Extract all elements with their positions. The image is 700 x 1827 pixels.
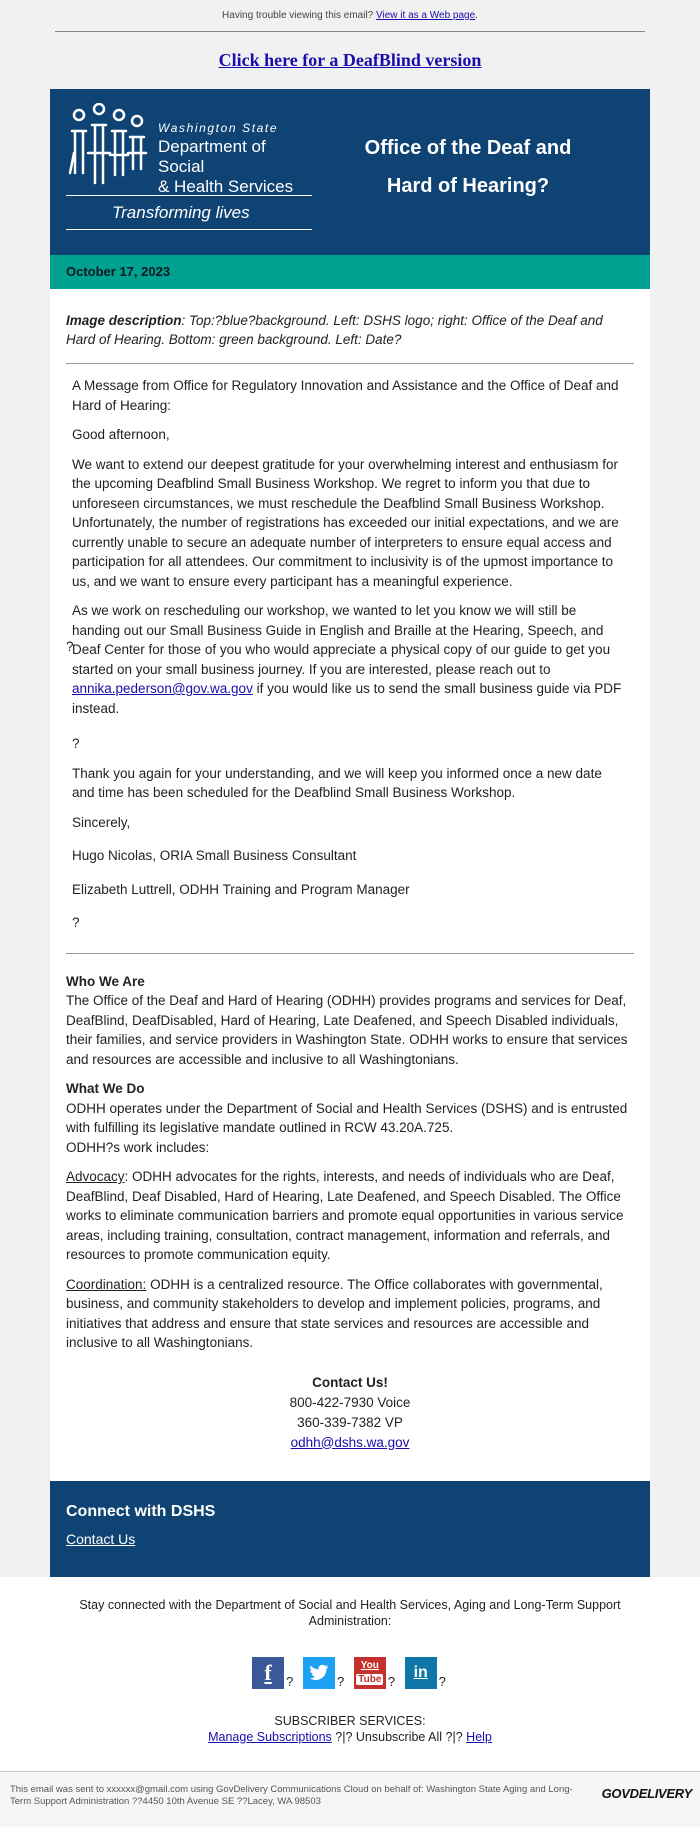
connect-title: Connect with DSHS — [66, 1502, 216, 1520]
message-paragraph — [66, 601, 628, 718]
contact-us-link[interactable]: Contact Us — [66, 1530, 136, 1547]
who-we-are-text: The Office of the Deaf and Hard of Hearing (ODHH) provides programs and services for Deaf, DeafBlind, DeafDisabled, Hard of Hearing, Late Deafened, and Speech Disabled individuals, their families, and service providers in Washington State. ODHH works to ensure that services and resources are accessible and inclusive to all Washingtonians. — [66, 993, 628, 1067]
what-we-do-text-2: ODHH?s work includes: — [66, 1139, 210, 1155]
link-separator: ?|? — [331, 1729, 356, 1744]
email-card — [50, 89, 650, 1577]
footer — [0, 1577, 700, 1827]
logo-state-text: Washington State — [158, 121, 279, 135]
contact-section — [50, 1373, 650, 1481]
logo-dept-line2: & Health Services — [158, 177, 294, 196]
logo-rule-top — [66, 195, 312, 196]
social-separator: ? — [387, 1673, 396, 1689]
social-separator: ? — [336, 1673, 345, 1689]
signer-hugo: Hugo Nicolas, ORIA Small Business Consultant — [72, 848, 357, 863]
message-text: if you would like us to send the small business guide via PDF instead. — [72, 681, 622, 716]
logo-rule-bottom — [66, 229, 312, 230]
advocacy-paragraph — [66, 1167, 634, 1265]
link-separator: ?|? — [442, 1729, 467, 1744]
logo-dept-text — [158, 137, 316, 197]
message-paragraph: We want to extend our deepest gratitude for your overwhelming interest and enthusiasm for the upcoming Deafblind Small Business Workshop. We regret to inform you that due to unforeseen circumstances, we must reschedule the Deafblind Small Business Workshop. Unfortunately, the number of registrations has exceeded our initial expectations, and we are currently unable to secure an adequate number of interpreters to ensure equal access and participation for all attendees. Our commitment to inclusivity is of the upmost importance to us, and we want to ensure every participant has a meaningful experience. — [72, 456, 619, 589]
signer-elizabeth: Elizabeth Luttrell, ODHH Training and Program Manager — [72, 881, 410, 897]
blank-line: ? — [72, 736, 80, 751]
message-paragraph: Thank you again for your understanding, and we will keep you informed once a new date and time has been scheduled for the Deafblind Small Business Workshop. — [72, 765, 602, 800]
advocacy-label: Advocacy — [66, 1169, 125, 1184]
social-separator: ? — [438, 1673, 446, 1689]
coordination-text: ODHH is a centralized resource. The Office collaborates with governmental, business, and community stakeholders to develop and implement policies, programs, and initiatives that address and ensure that state services and resources are accessible and inclusive to all Washingtonians. — [66, 1276, 603, 1350]
manage-subscriptions-link[interactable]: Manage Subscriptions — [208, 1729, 332, 1744]
subscriber-services — [0, 1689, 700, 1771]
coordination-paragraph — [66, 1275, 634, 1353]
message-text: As we work on rescheduling our workshop, we wanted to let you know we will still be handing out our Small Business Guide in English and Braille at the Hearing, Speech, and Deaf Center for those of you who would appreciate a physical copy of our guide to get you started on your small business journey. If you are interested, please reach out to — [72, 603, 611, 677]
stray-mark: ? — [66, 639, 74, 654]
header-banner — [50, 89, 650, 255]
linkedin-icon[interactable]: in — [405, 1657, 437, 1689]
govdelivery-logo[interactable]: GOVDELIVERY — [601, 1785, 692, 1801]
contact-heading: Contact Us! — [312, 1374, 388, 1390]
facebook-icon[interactable]: f — [252, 1657, 284, 1689]
social-icons — [0, 1629, 700, 1689]
preheader-text: Having trouble viewing this email? — [222, 10, 374, 21]
legal-text: This email was sent to xxxxxx@gmail.com using GovDelivery Communications Cloud on behalf of: Washington State Aging and Long-Term Support Administration ??4450 10th Avenue SE ??Lacey, WA 98503 — [10, 1783, 573, 1807]
legal-footer — [0, 1771, 700, 1827]
view-web-page-link[interactable]: View it as a Web page — [376, 10, 476, 21]
subscriber-links — [0, 1729, 700, 1745]
contact-voice: 800-422-7930 Voice — [289, 1394, 411, 1410]
logo-tagline: Transforming lives — [112, 203, 250, 222]
deafblind-version-link[interactable]: Click here for a DeafBlind version — [218, 50, 482, 70]
message-greeting: Good afternoon, — [72, 427, 170, 442]
contact-vp: 360-339-7382 VP — [297, 1414, 403, 1430]
unsubscribe-all-text[interactable]: Unsubscribe All — [355, 1729, 443, 1744]
subscriber-label: SUBSCRIBER SERVICES: — [274, 1713, 426, 1728]
image-description-label: Image description — [66, 313, 182, 328]
social-separator: ? — [286, 1673, 294, 1689]
what-we-do-text-1: ODHH operates under the Department of Social and Health Services (DSHS) and is entrusted with fulfilling its legislative mandate outlined in RCW 43.20A.725. — [66, 1100, 628, 1135]
advocacy-text: : ODHH advocates for the rights, interests, and needs of individuals who are Deaf, DeafBlind, Deaf Disabled, Hard of Hearing, Late Deafened, and Speech Disabled. The Office works to eliminate communication barriers and promote equal opportunities in various service areas, including training, consultation, contract management, information and referrals, and resources to promote communication equity. — [66, 1169, 624, 1262]
blank-line: ? — [72, 915, 80, 930]
what-we-do-text — [66, 1099, 634, 1158]
about-section — [50, 954, 650, 1373]
youtube-icon[interactable]: You Tube — [354, 1657, 386, 1689]
preheader: Having trouble viewing this email? View it as a Web page. — [222, 10, 478, 21]
help-link[interactable]: Help — [466, 1729, 492, 1744]
coordination-label: Coordination: — [66, 1276, 147, 1292]
header-title-line2: Hard of Hearing? — [386, 175, 550, 197]
message-body — [50, 364, 650, 953]
dshs-figures-icon — [66, 103, 152, 193]
twitter-bird-icon — [309, 1664, 329, 1682]
what-we-do-heading: What We Do — [66, 1081, 145, 1096]
message-closing: Sincerely, — [72, 814, 131, 830]
header-title — [350, 129, 586, 205]
twitter-icon[interactable] — [303, 1657, 335, 1689]
email-link-annika[interactable]: annika.pederson@gov.wa.gov — [72, 681, 253, 696]
logo-dept-line1: Department of Social — [158, 137, 266, 176]
message-intro: A Message from Office for Regulatory Innovation and Assistance and the Office of Deaf and Hard of Hearing: — [72, 378, 619, 413]
stay-connected-text: Stay connected with the Department of Social and Health Services, Aging and Long-Term Support Administration: — [79, 1597, 621, 1628]
who-we-are-heading: Who We Are — [66, 973, 145, 989]
contact-email-link[interactable]: odhh@dshs.wa.gov — [290, 1434, 410, 1450]
top-divider — [55, 31, 645, 32]
image-description-text: : Top:?blue?background. Left: DSHS logo; right: Office of the Deaf and Hard of Hearing. Bottom: green background. Left: Date? — [66, 313, 603, 347]
header-title-line1: Office of the Deaf and — [364, 137, 572, 159]
connect-section — [50, 1481, 650, 1577]
date-bar: October 17, 2023 — [50, 255, 650, 289]
image-description — [50, 289, 650, 363]
dshs-logo — [66, 101, 316, 241]
